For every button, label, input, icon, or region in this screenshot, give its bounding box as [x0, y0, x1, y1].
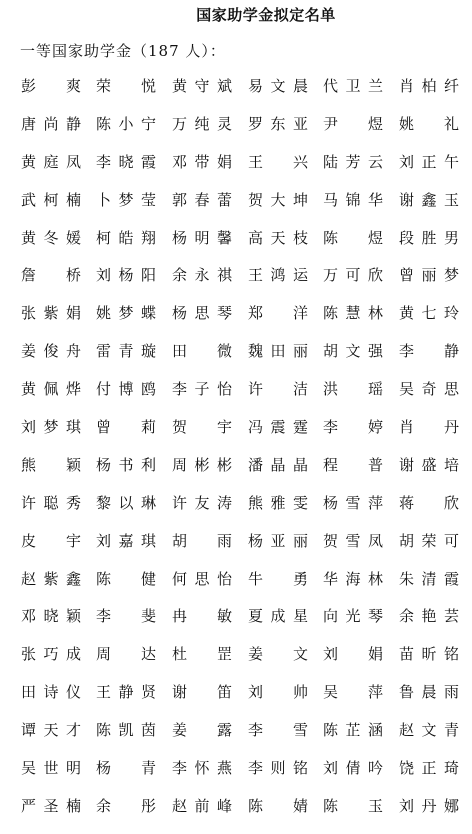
section-heading: 一等国家助学金（187 人）： [20, 42, 226, 60]
name-row [0, 682, 472, 720]
student-name: 王 兴 [248, 152, 308, 171]
student-name: 牛 勇 [248, 569, 308, 588]
student-name: 黄七玲 [399, 304, 459, 323]
student-name: 李晓霞 [96, 152, 156, 171]
student-name: 武柯楠 [21, 190, 81, 209]
student-name: 李 婷 [323, 418, 383, 437]
student-name: 易文晨 [248, 77, 308, 95]
student-name: 赵前峰 [172, 796, 232, 815]
student-name: 何思怡 [172, 569, 232, 588]
student-name: 曾 莉 [96, 418, 156, 437]
student-name: 陆芳云 [323, 152, 383, 171]
student-name: 柯皓翔 [96, 228, 156, 247]
student-name: 姚 礼 [399, 114, 459, 133]
student-name: 华海林 [323, 569, 383, 588]
student-name: 赵文青 [399, 721, 459, 740]
student-name: 严圣楠 [21, 796, 81, 815]
student-name: 谢鑫玉 [399, 190, 459, 209]
student-name: 吴世明 [21, 759, 81, 778]
student-name: 李则铭 [248, 759, 308, 778]
name-row [0, 76, 472, 114]
student-name: 姜俊舟 [21, 342, 81, 361]
student-name: 邓晓颖 [21, 607, 81, 626]
name-row [0, 531, 472, 569]
student-name: 刘丹娜 [399, 796, 459, 815]
student-name: 余永祺 [172, 266, 232, 285]
student-name: 鲁晨雨 [399, 683, 459, 702]
student-name: 陈芷涵 [323, 721, 383, 740]
student-name: 李 雪 [248, 721, 308, 740]
student-name: 黄冬媛 [21, 228, 81, 247]
name-row [0, 493, 472, 531]
name-row [0, 569, 472, 607]
student-name: 胡文强 [323, 342, 383, 361]
student-name: 贺雪凤 [323, 531, 383, 550]
student-name: 尹 煜 [323, 114, 383, 133]
student-name: 陈 煜 [323, 228, 383, 247]
student-name: 邓带娟 [172, 152, 232, 171]
name-row [0, 417, 472, 455]
student-name: 向光琴 [323, 607, 383, 626]
student-name: 刘杨阳 [96, 266, 156, 285]
student-name: 朱清霞 [399, 569, 459, 588]
student-name: 余 彤 [96, 796, 156, 815]
name-row [0, 265, 472, 303]
student-name: 吴奇思 [399, 380, 459, 399]
student-name: 潘晶晶 [248, 455, 308, 474]
student-name: 谭天才 [21, 721, 81, 740]
page-title: 国家助学金拟定名单 [196, 6, 336, 24]
student-name: 洪 瑶 [323, 380, 383, 399]
student-name: 黄庭凤 [21, 152, 81, 171]
student-name: 胡荣可 [399, 531, 459, 550]
student-name: 程 普 [323, 455, 383, 474]
student-name: 周彬彬 [172, 455, 232, 474]
student-name: 张巧成 [21, 645, 81, 664]
name-row [0, 152, 472, 190]
student-name: 黄守斌 [172, 77, 232, 95]
student-name: 杨雪萍 [323, 493, 383, 512]
student-name: 王静贤 [96, 683, 156, 702]
student-name: 杨书利 [96, 455, 156, 474]
name-row [0, 644, 472, 682]
student-name: 姜 文 [248, 645, 308, 664]
student-name: 雷青璇 [96, 342, 156, 361]
student-name: 万纯灵 [172, 114, 232, 133]
student-name: 代卫兰 [323, 77, 383, 95]
student-name: 陈 婧 [248, 796, 308, 815]
name-row [0, 228, 472, 266]
student-name: 李 静 [399, 342, 459, 361]
student-name: 刘正午 [399, 152, 459, 171]
student-name: 肖 丹 [399, 418, 459, 437]
student-name: 姜 露 [172, 721, 232, 740]
student-name: 段胜男 [399, 228, 459, 247]
student-name: 胡 雨 [172, 531, 232, 550]
student-name: 黄佩烨 [21, 380, 81, 399]
student-name: 杜 罡 [172, 645, 232, 664]
student-name: 饶正琦 [399, 759, 459, 778]
name-row [0, 190, 472, 228]
student-name: 卜梦莹 [96, 190, 156, 209]
student-name: 陈慧林 [323, 304, 383, 323]
name-row [0, 341, 472, 379]
student-name: 魏田丽 [248, 342, 308, 361]
student-name: 李子怡 [172, 380, 232, 399]
name-row [0, 114, 472, 152]
student-name: 刘梦琪 [21, 418, 81, 437]
student-name: 许友涛 [172, 493, 232, 512]
student-name: 吴 萍 [323, 683, 383, 702]
student-name: 陈小宁 [96, 114, 156, 133]
student-name: 许聪秀 [21, 493, 81, 512]
student-name: 苗昕铭 [399, 645, 459, 664]
name-row [0, 758, 472, 796]
student-name: 唐尚静 [21, 114, 81, 133]
student-name: 熊 颖 [21, 455, 81, 474]
name-row [0, 796, 472, 834]
name-row [0, 303, 472, 341]
student-name: 许 洁 [248, 380, 308, 399]
student-name: 周 达 [96, 645, 156, 664]
student-name: 黎以琳 [96, 493, 156, 512]
student-name: 刘 帅 [248, 683, 308, 702]
student-name: 杨思琴 [172, 304, 232, 323]
student-name: 詹 桥 [21, 266, 81, 285]
name-row [0, 606, 472, 644]
name-row [0, 455, 472, 493]
student-name: 赵紫鑫 [21, 569, 81, 588]
student-name: 冉 敏 [172, 607, 232, 626]
student-name: 荣 悦 [96, 77, 156, 95]
student-name: 李 斐 [96, 607, 156, 626]
student-name: 万可欣 [323, 266, 383, 285]
student-name: 付博鸥 [96, 380, 156, 399]
student-name: 陈 健 [96, 569, 156, 588]
student-name: 冯震霆 [248, 418, 308, 437]
student-name: 陈凯茵 [96, 721, 156, 740]
student-name: 刘 娟 [323, 645, 383, 664]
student-name: 马锦华 [323, 190, 383, 209]
student-name: 李怀燕 [172, 759, 232, 778]
student-name: 余艳芸 [399, 607, 459, 626]
student-name: 王鸿运 [248, 266, 308, 285]
name-row [0, 379, 472, 417]
student-name: 杨明馨 [172, 228, 232, 247]
student-name: 谢 笛 [172, 683, 232, 702]
student-name: 杨 青 [96, 759, 156, 778]
student-name: 贺 宇 [172, 418, 232, 437]
student-name: 郭春蕾 [172, 190, 232, 209]
student-name: 高天枝 [248, 228, 308, 247]
student-name: 皮 宇 [21, 531, 81, 550]
student-name: 曾丽梦 [399, 266, 459, 285]
student-name: 刘嘉琪 [96, 531, 156, 550]
student-name: 杨亚丽 [248, 531, 308, 550]
name-row [0, 720, 472, 758]
student-name: 田 微 [172, 342, 232, 361]
student-name: 夏成星 [248, 607, 308, 626]
student-name: 郑 洋 [248, 304, 308, 323]
student-name: 姚梦蝶 [96, 304, 156, 323]
student-name: 陈 玉 [323, 796, 383, 815]
student-name: 熊雅雯 [248, 493, 308, 512]
student-name: 蒋 欣 [399, 493, 459, 512]
student-name: 贺大坤 [248, 190, 308, 209]
student-name: 田诗仪 [21, 683, 81, 702]
student-name: 刘倩吟 [323, 759, 383, 778]
student-name: 肖柏纤 [399, 77, 459, 95]
student-name: 谢盛培 [399, 455, 459, 474]
student-name: 彭 爽 [21, 77, 81, 95]
student-name: 罗东亚 [248, 114, 308, 133]
name-grid [0, 76, 472, 834]
student-name: 张紫娟 [21, 304, 81, 323]
